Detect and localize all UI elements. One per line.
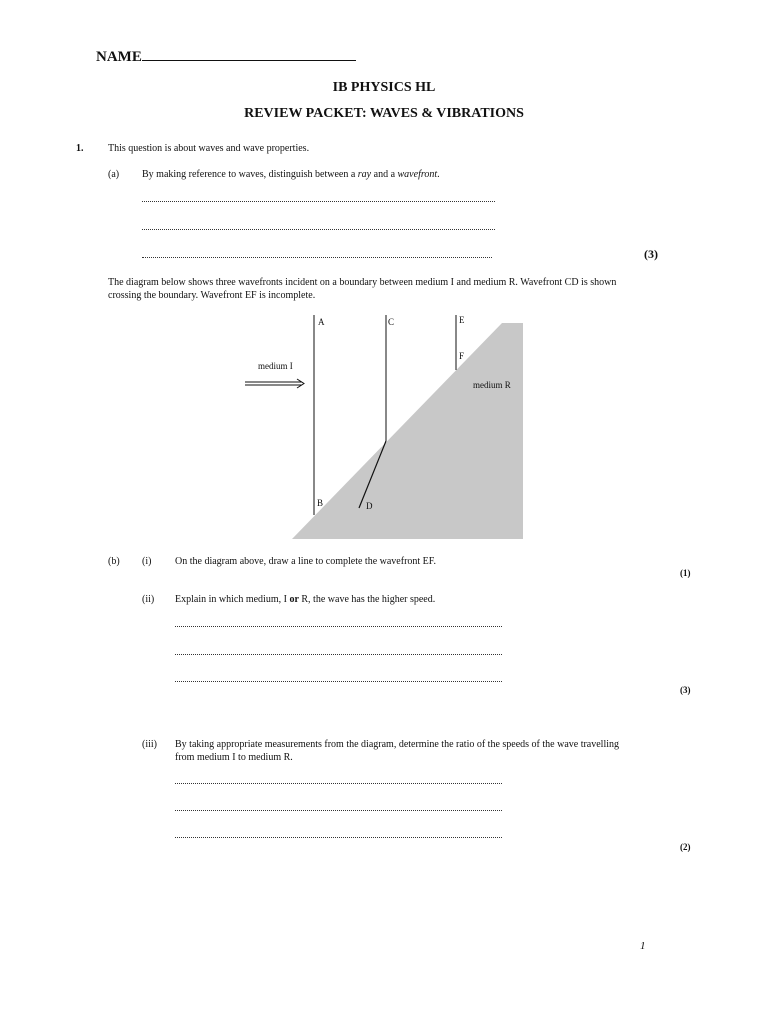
name-field [96,46,356,66]
label-d: D [366,501,373,511]
answer-line-b2-3[interactable] [175,680,502,682]
part-b-ii-text-after: R, the wave has the higher speed. [301,594,436,605]
part-b-ii-text [175,593,435,606]
packet-title: REVIEW PACKET: WAVES & VIBRATIONS [244,106,524,121]
label-e: E [459,315,465,325]
answer-line-b2-2[interactable] [175,653,502,655]
medium-r-region [292,323,523,539]
wavefront-diagram [240,310,540,545]
part-a-label: (a) [108,169,120,180]
label-f: F [459,351,465,361]
diagram-intro-line-2: crossing the boundary. Wavefront EF is incomplete. [108,290,316,301]
label-medium-i: medium I [258,361,293,371]
label-c: C [388,317,395,327]
part-a-text-end: . [437,169,440,180]
answer-line-b2-1[interactable] [175,625,502,627]
part-a-marks: (3) [644,247,658,261]
part-b-iii-label: (iii) [142,739,157,750]
answer-line-b3-3[interactable] [175,836,502,838]
ray-term: ray [357,169,372,180]
question-number: 1. [76,143,84,154]
part-b-iii-text-1: By taking appropriate measurements from the diagram, determine the ratio of the speeds of the wave travelling [175,739,620,750]
part-a-text-mid: and a [373,169,396,180]
direction-arrow-head [297,379,304,388]
label-a: A [318,317,325,327]
part-b-i-text: On the diagram above, draw a line to complete the wavefront EF. [175,556,437,567]
part-b-ii-label: (ii) [142,594,155,605]
wavefront-term: wavefront [397,169,438,180]
part-b-ii-text-before: Explain in which medium, I [175,594,287,605]
part-b-label: (b) [108,556,120,567]
question-intro: This question is about waves and wave properties. [108,143,310,154]
diagram-intro-line-1: The diagram below shows three wavefronts incident on a boundary between medium I and medium R. Wavefront CD is shown [108,277,617,288]
part-b-i-label: (i) [142,556,152,567]
answer-line-a1[interactable] [142,200,495,202]
part-b-ii-marks: (3) [680,685,691,695]
part-a-text-before: By making reference to waves, distinguish between a [142,169,356,180]
answer-line-a3[interactable] [142,256,492,258]
part-a-text [142,168,440,181]
course-title: IB PHYSICS HL [332,80,436,95]
or-word: or [289,594,299,605]
part-b-i-marks: (1) [680,568,691,578]
answer-line-b3-2[interactable] [175,809,502,811]
part-b-iii-marks: (2) [680,842,691,852]
page-number: 1 [640,940,646,952]
label-b: B [317,498,324,508]
answer-line-a2[interactable] [142,228,495,230]
part-b-iii-text-2: from medium I to medium R. [175,752,293,763]
name-label: NAME [96,49,142,65]
label-medium-r: medium R [473,380,511,390]
name-underline[interactable] [142,46,356,61]
answer-line-b3-1[interactable] [175,782,502,784]
